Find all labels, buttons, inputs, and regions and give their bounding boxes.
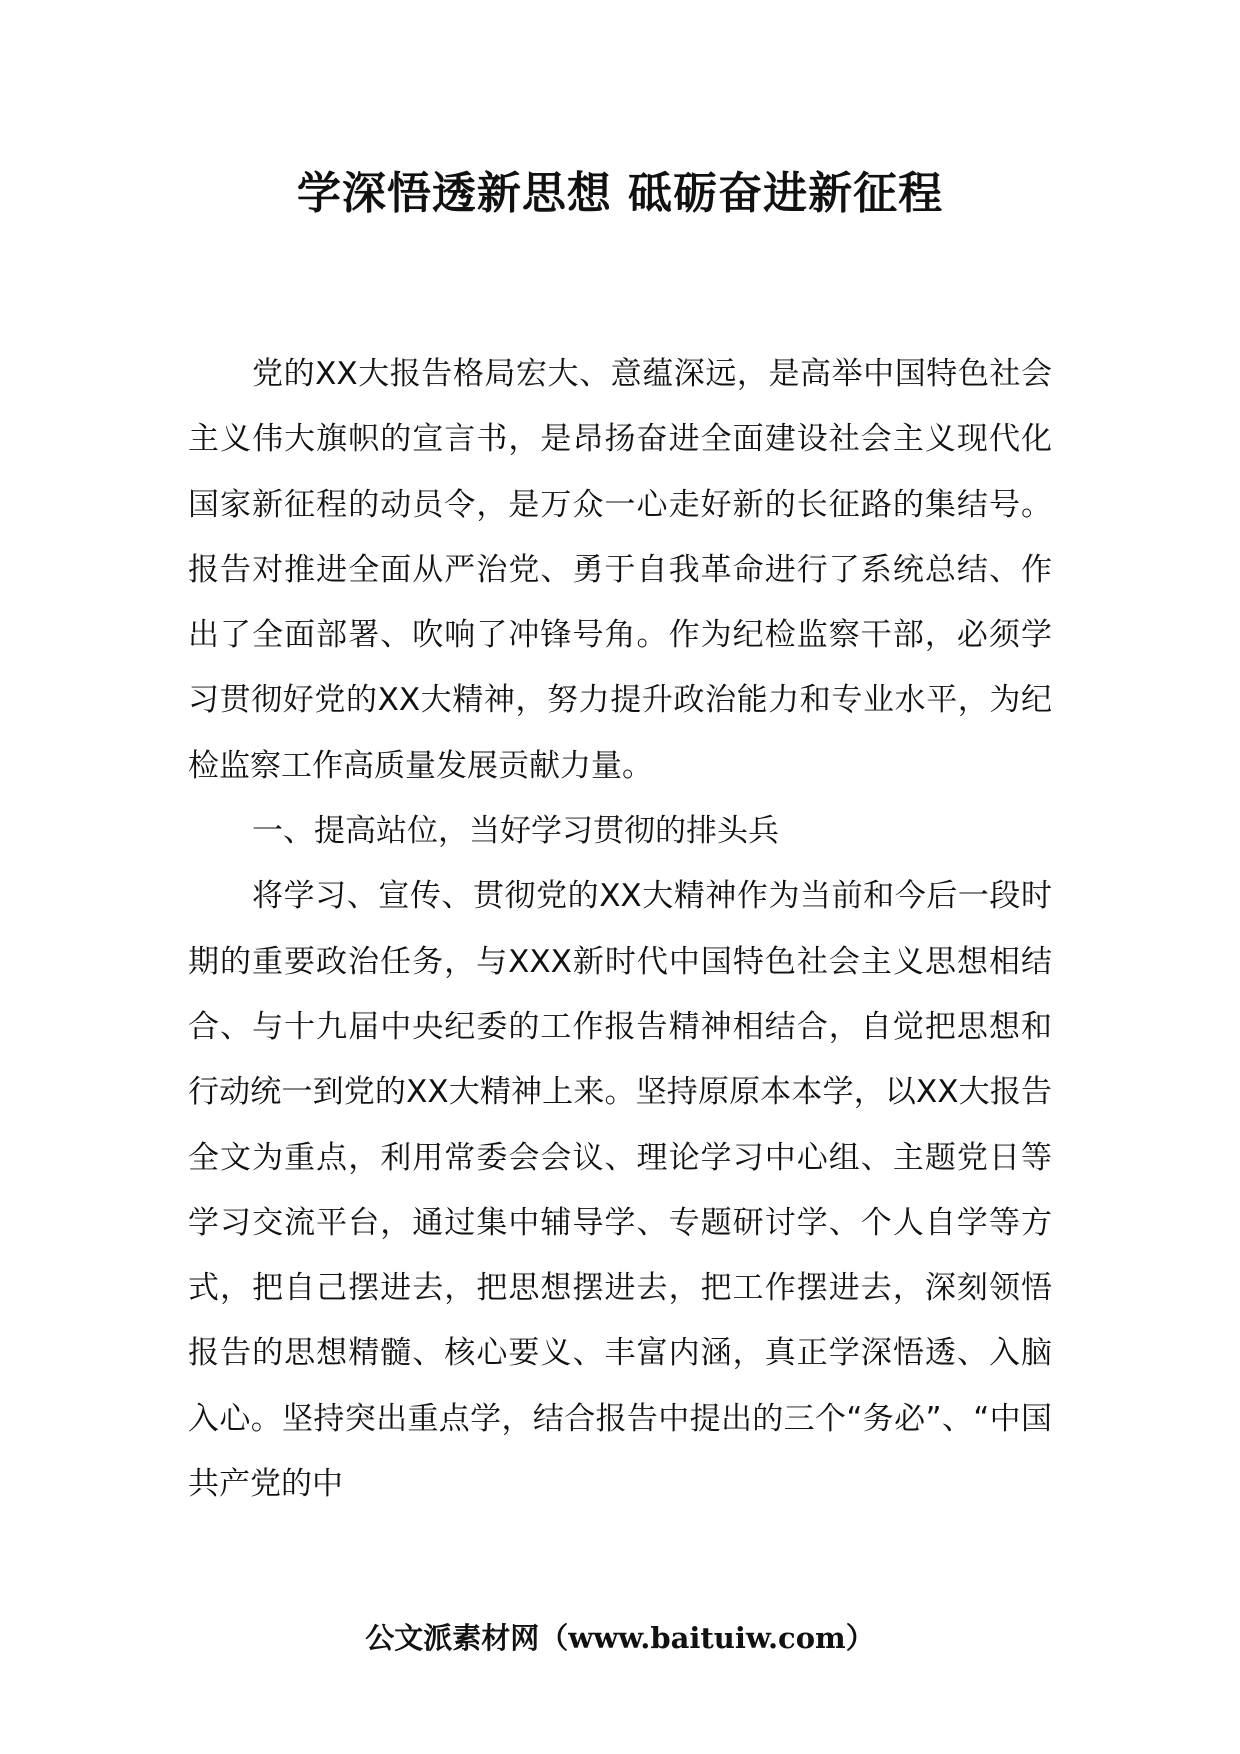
footer-source: 公文派素材网（www.baituiw.com）	[365, 1621, 875, 1655]
document-title: 学深悟透新思想 砥砺奋进新征程	[296, 168, 944, 219]
document-body	[188, 342, 1052, 1517]
paragraph-section-1: 将学习、宣传、贯彻党的XX大精神作为当前和今后一段时期的重要政治任务，与XXX新时代中国特色社会主义思想相结合、与十九届中央纪委的工作报告精神相结合，自觉把思想和行动统一到党的XX大精神上来。坚持原原本本学，以XX大报告全文为重点，利用常委会会议、理论学习中心组、主题党日等学习交流平台，通过集中辅导学、专题研讨学、个人自学等方式，把自己摆进去，把思想摆进去，把工作摆进去，深刻领悟报告的思想精髓、核心要义、丰富内涵，真正学深悟透、入脑入心。坚持突出重点学，结合报告中提出的三个“务必”、“中国共产党的中	[188, 878, 1052, 1503]
paragraph-intro: 党的XX大报告格局宏大、意蕴深远，是高举中国特色社会主义伟大旗帜的宣言书，是昂扬奋进全面建设社会主义现代化国家新征程的动员令，是万众一心走好新的长征路的集结号。报告对推进全面从严治党、勇于自我革命进行了系统总结、作出了全面部署、吹响了冲锋号角。作为纪检监察干部，必须学习贯彻好党的XX大精神，努力提升政治能力和专业水平，为纪检监察工作高质量发展贡献力量。	[188, 356, 1052, 784]
section-heading-1: 一、提高站位，当好学习贯彻的排头兵	[252, 813, 779, 850]
